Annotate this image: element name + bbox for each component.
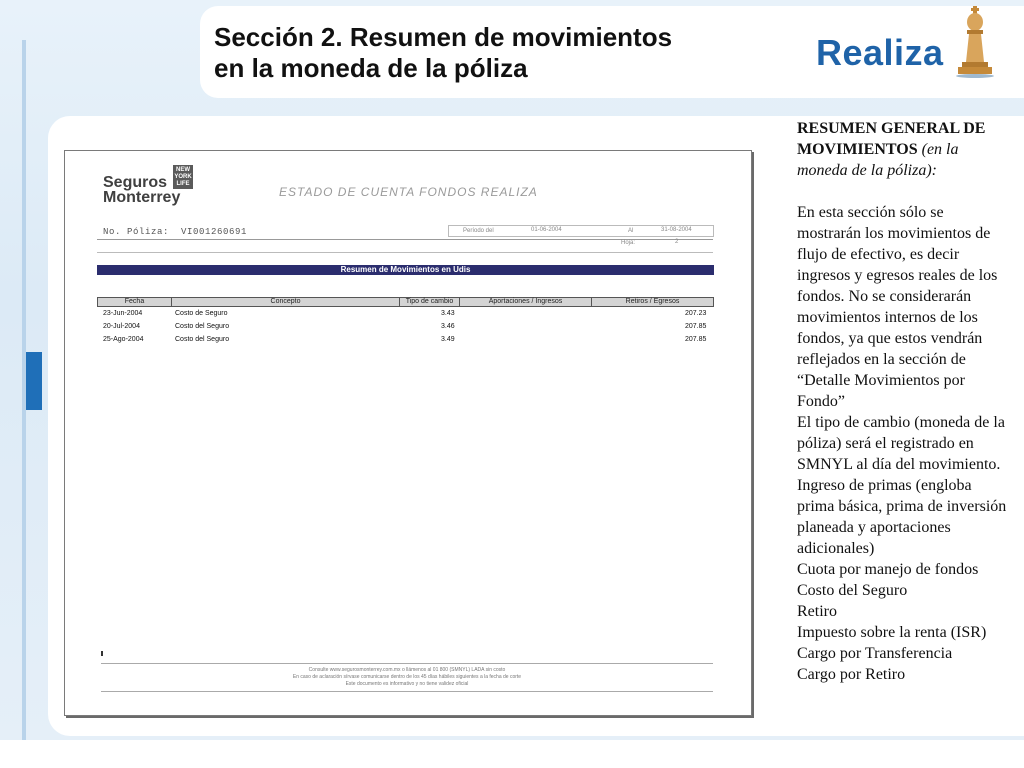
side-heading xyxy=(797,118,1009,181)
cell-retiro: 207.23 xyxy=(685,310,707,317)
cell-tipo: 3.46 xyxy=(441,323,455,330)
slide-title-line1: Sección 2. Resumen de movimientos xyxy=(214,22,673,52)
cell-fecha: 25-Ago-2004 xyxy=(103,336,144,343)
explanation-panel xyxy=(797,118,1009,685)
slide-title-line2: en la moneda de la póliza xyxy=(214,53,528,83)
table-header xyxy=(97,297,714,307)
side-list-item: Impuesto sobre la renta (ISR) xyxy=(797,624,987,641)
header-rule-2 xyxy=(97,252,713,253)
logo-line2: Monterrey xyxy=(103,189,181,206)
col-aportaciones: Aportaciones / Ingresos xyxy=(460,298,592,306)
cell-fecha: 20-Jul-2004 xyxy=(103,323,140,330)
cell-concepto: Costo del Seguro xyxy=(175,323,230,330)
side-list-item: Costo del Seguro xyxy=(797,582,908,599)
slide-title xyxy=(214,22,672,84)
cell-tipo: 3.49 xyxy=(441,336,455,343)
logo-line1: Seguros xyxy=(103,174,168,191)
col-concepto: Concepto xyxy=(172,298,400,306)
table-row xyxy=(97,309,714,319)
periodo-from: 01-06-2004 xyxy=(531,227,562,233)
document-title: ESTADO DE CUENTA FONDOS REALIZA xyxy=(279,185,538,199)
cell-fecha: 23-Jun-2004 xyxy=(103,310,143,317)
side-paragraph-1: En esta sección sólo se mostrarán los movimientos de flujo de efectivo, es decir ingresos y egresos reales de los fondos. No se considerarán movimientos internos de los fondos, ya que estos vendrán reflejados en la sección de “Detalle Movimientos por Fondo” xyxy=(797,204,998,410)
hoja-value: 2 xyxy=(675,239,679,245)
footer-line1: Consulte www.segurosmonterrey.com.mx o llámenos al 01 800 (SMNYL) LADA sin costo xyxy=(308,667,506,673)
brand-logo: Realiza xyxy=(816,32,944,73)
page-mark xyxy=(101,651,103,656)
side-list-item: Cargo por Retiro xyxy=(797,666,906,683)
side-list-item: Cargo por Transferencia xyxy=(797,645,953,662)
chess-piece-icon xyxy=(952,6,998,78)
side-list-item: Cuota por manejo de fondos xyxy=(797,561,979,578)
cell-retiro: 207.85 xyxy=(685,323,707,330)
table-row xyxy=(97,322,714,332)
nyl-logo-box: NEW YORK LIFE xyxy=(174,167,192,187)
left-accent-tab xyxy=(26,352,42,410)
cell-concepto: Costo de Seguro xyxy=(175,310,228,317)
cell-concepto: Costo del Seguro xyxy=(175,336,230,343)
account-statement-document xyxy=(64,150,752,716)
col-retiros: Retiros / Egresos xyxy=(625,298,680,305)
bottom-strip xyxy=(0,740,1024,768)
periodo-label: Período del xyxy=(463,228,494,234)
table-row xyxy=(97,335,714,345)
company-logo xyxy=(103,175,180,205)
summary-band: Resumen de Movimientos en Udis xyxy=(97,265,714,275)
periodo-al: Al xyxy=(628,228,634,234)
poliza-value: VI001260691 xyxy=(181,227,248,237)
side-list-item: Ingreso de primas (engloba prima básica, prima de inversión planeada y aportaciones adicionales) xyxy=(797,477,1007,557)
footer-rule xyxy=(101,663,713,664)
cell-tipo: 3.43 xyxy=(441,310,455,317)
footer-line2: En caso de aclaración sírvase comunicarse dentro de los 45 días hábiles siguientes a la fecha de corte xyxy=(292,674,522,680)
footer-line3: Este documento es informativo y no tiene validez oficial xyxy=(345,681,469,687)
poliza-label: No. Póliza: xyxy=(103,227,170,237)
side-list-item: Retiro xyxy=(797,603,837,620)
periodo-to: 31-08-2004 xyxy=(661,227,692,233)
side-paragraph-2: El tipo de cambio (moneda de la póliza) será el registrado en SMNYL al día del movimiento. xyxy=(797,414,1005,473)
footer-rule-2 xyxy=(101,691,713,692)
side-heading-italic: (en la moneda de la póliza): xyxy=(797,141,959,179)
hoja-label: Hoja: xyxy=(621,240,636,246)
cell-retiro: 207.85 xyxy=(685,336,707,343)
col-fecha: Fecha xyxy=(98,298,172,306)
side-heading-bold: RESUMEN GENERAL DE MOVIMIENTOS xyxy=(797,120,986,158)
col-tipo-cambio: Tipo de cambio xyxy=(400,298,460,306)
